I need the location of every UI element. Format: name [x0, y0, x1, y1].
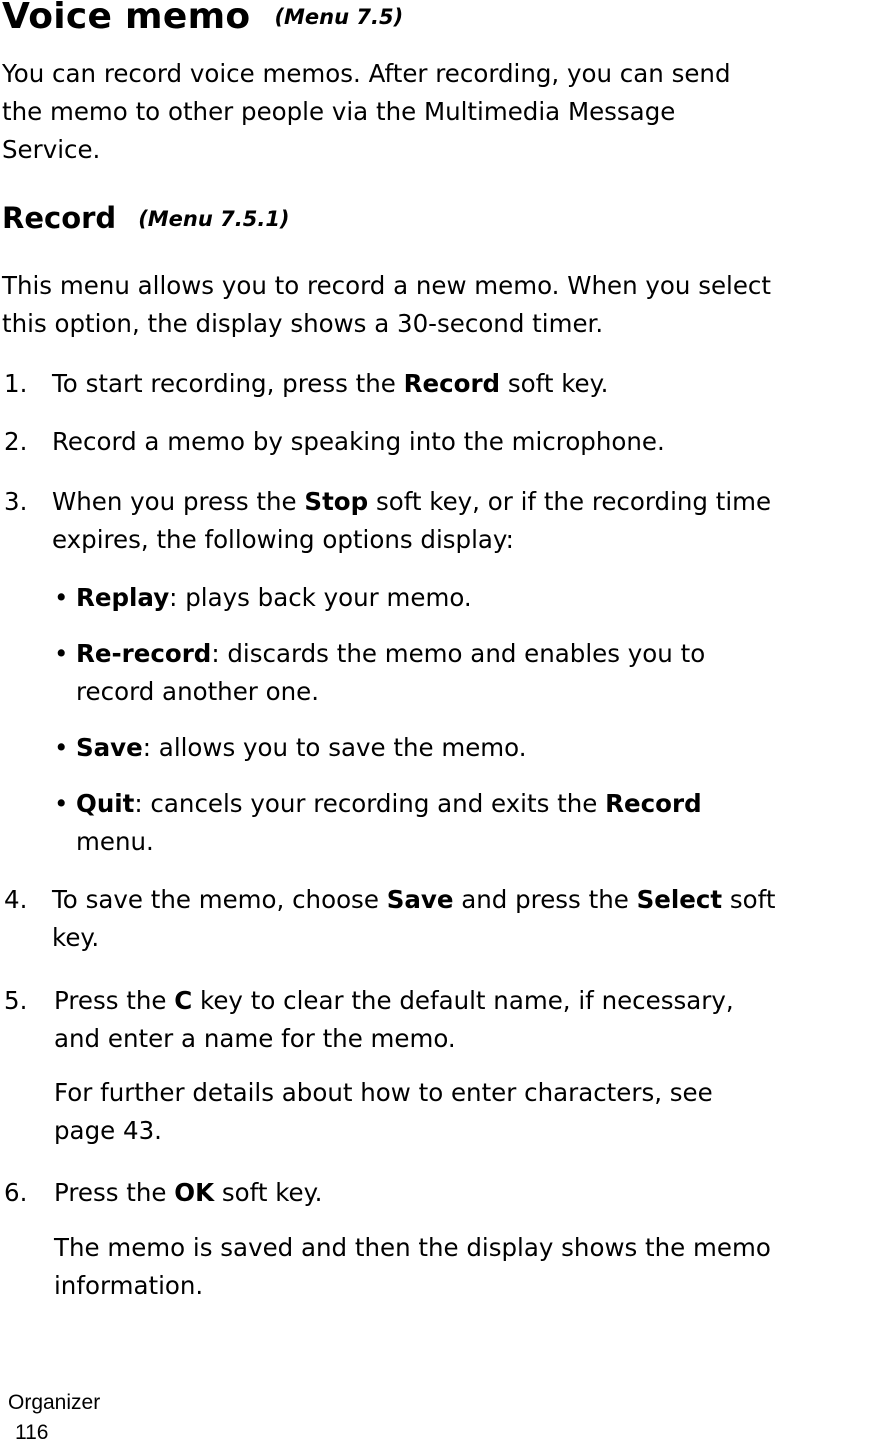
option-keyword: Record — [605, 789, 702, 818]
step-number: 4. — [4, 885, 28, 914]
section-heading — [2, 0, 403, 37]
bullet-icon: • — [54, 733, 69, 762]
bullet-icon: • — [54, 583, 69, 612]
step-text: key. — [52, 923, 100, 952]
step-text: Record a memo by speaking into the microphone. — [52, 427, 665, 456]
step-number: 2. — [4, 427, 28, 456]
option-desc: : cancels your recording and exits the — [134, 789, 606, 818]
step-text: To start recording, press the — [52, 369, 404, 398]
subsection-menu-ref: (Menu 7.5.1) — [138, 207, 290, 231]
footer-section: Organizer — [8, 1391, 101, 1414]
note-text: For further details about how to enter characters, see — [54, 1078, 713, 1107]
option-quit — [54, 785, 702, 861]
step-2-text — [52, 423, 665, 461]
step-text: soft key, or if the recording time — [368, 487, 772, 516]
option-desc: : discards the memo and enables you to — [211, 639, 706, 668]
step-keyword: C — [174, 986, 193, 1015]
page-number: 116 — [15, 1421, 49, 1444]
note-text: page 43. — [54, 1116, 162, 1145]
step-5-note — [54, 1074, 713, 1150]
step-text: soft key. — [500, 369, 609, 398]
step-text: To save the memo, choose — [52, 885, 387, 914]
record-description — [2, 267, 771, 343]
step-text: soft — [722, 885, 776, 914]
subsection-heading — [2, 201, 290, 235]
step-text: key to clear the default name, if necessary, — [192, 986, 734, 1015]
section-title: Voice memo — [2, 0, 251, 37]
step-text: Press the — [54, 986, 175, 1015]
step-number: 5. — [4, 986, 28, 1015]
step-text: and enter a name for the memo. — [54, 1024, 456, 1053]
option-rerecord — [54, 635, 705, 711]
step-4-text — [52, 881, 775, 957]
step-1-text — [52, 365, 608, 403]
description-line: This menu allows you to record a new memo. When you select — [2, 271, 771, 300]
description-line: this option, the display shows a 30-second timer. — [2, 309, 604, 338]
option-save — [54, 729, 527, 767]
step-text: soft key. — [214, 1178, 323, 1207]
step-6-note — [54, 1229, 771, 1305]
note-text: information. — [54, 1271, 204, 1300]
step-keyword: Record — [403, 369, 501, 398]
bullet-icon: • — [54, 789, 69, 818]
step-5-text — [54, 982, 734, 1058]
option-label: Save — [76, 733, 143, 762]
step-3-text — [52, 483, 771, 559]
note-text: The memo is saved and then the display shows the memo — [54, 1233, 771, 1262]
step-text: and press the — [453, 885, 637, 914]
step-number: 6. — [4, 1178, 28, 1207]
option-desc: : plays back your memo. — [169, 583, 472, 612]
intro-paragraph — [2, 55, 731, 169]
step-keyword: Stop — [304, 487, 369, 516]
step-text: Press the — [54, 1178, 175, 1207]
subsection-title: Record — [2, 201, 117, 235]
intro-line: Service. — [2, 135, 101, 164]
step-keyword: Select — [636, 885, 723, 914]
option-desc: : allows you to save the memo. — [142, 733, 527, 762]
step-text: expires, the following options display: — [52, 525, 514, 554]
option-label: Quit — [76, 789, 135, 818]
option-replay — [54, 579, 472, 617]
section-menu-ref: (Menu 7.5) — [274, 5, 404, 29]
option-desc: record another one. — [76, 677, 320, 706]
step-number: 1. — [4, 369, 28, 398]
step-keyword: OK — [174, 1178, 215, 1207]
option-desc: menu. — [76, 827, 154, 856]
intro-line: You can record voice memos. After recording, you can send — [2, 59, 731, 88]
intro-line: the memo to other people via the Multimedia Message — [2, 97, 676, 126]
step-keyword: Save — [386, 885, 454, 914]
bullet-icon: • — [54, 639, 69, 668]
step-number: 3. — [4, 487, 28, 516]
step-6-text — [54, 1174, 322, 1212]
step-text: When you press the — [52, 487, 305, 516]
option-label: Re-record — [76, 639, 212, 668]
page-footer — [8, 1388, 100, 1448]
option-label: Replay — [76, 583, 170, 612]
